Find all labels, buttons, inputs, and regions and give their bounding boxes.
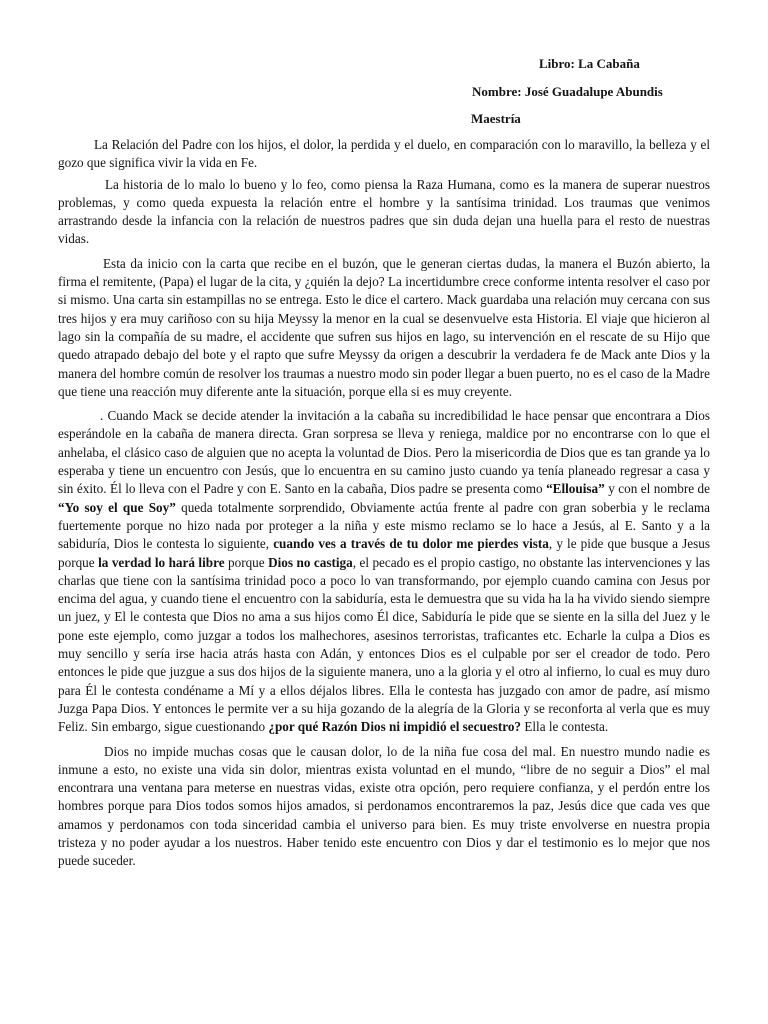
paragraph-intro: La Relación del Padre con los hijos, el dolor, la perdida y el duelo, en comparación con lo maravillo, la belleza y el gozo que significa vivir la vida en Fe. xyxy=(58,137,710,171)
paragraph-letter: Esta da inicio con la carta que recibe en el buzón, que le generan ciertas dudas, la manera el Buzón abierto, la firma el remitente, (Papa) el lugar de la cita, y ¿quién la dejo? La incertidumbre crece conforme intenta resolver el caso por si mismo. Una carta sin estampillas no se entrega. Esto le dice el cartero. Mack guardaba una relación muy cercana con sus tres hijos y era muy cariñoso con su hija Meyssy la menor en la cual se desenvuelve esta Historia. El viaje que hicieron al lago sin la compañía de su madre, el accidente que sufren sus hijos en lago, su intervención en el rescate de su Hijo que quedo atrapado debajo del bote y el rapto que sufre Meyssy da origen a descubrir la verdadera fe de Mack ante Dios y la manera del hombre común de resolver los traumas a nuestro modo sin poder llegar a buen puerto, no es el caso de la Madre que tiene una reacción muy diferente ante la situación, porque ella si es muy creyente. xyxy=(58,255,710,399)
paragraph-text-run: queda totalmente sorprendido, Obviamente actúa frente al padre con gran soberbia y le reclama fuertemente porque no hizo nada por proteger a la niña y este mismo reclamo se lo hace a Jesús, al E. Santo y a la sabiduría, Dios le contesta lo siguiente, xyxy=(58,499,710,552)
degree-line: Maestría xyxy=(471,111,521,126)
bold-name-ellouisa: “Ellouisa” xyxy=(546,481,605,497)
paragraph-text-run: . Cuando Mack se decide atender la invitación a la cabaña su incredibilidad le hace pensar que encontrara a Dios esperándole en la cabaña de manera directa. Gran sorpresa se lleva y reniega, maldice por no encontrarse con lo que el anhelaba, el clásico caso de alguien que no acepta la voluntad de Dios. Pero la misericordia de Dios que es tan grande ya lo esperaba y tiene un encuentro con Jesús, que lo encuentra en su camino justo cuando ya tenía planeado regresar a casa y sin éxito. Él lo lleva con el Padre y con E. Santo en la cabaña, Dios padre se presenta como xyxy=(58,408,710,497)
bold-quote-no-punish: Dios no castiga xyxy=(268,554,353,570)
paragraph-text-run: , el pecado es el propio castigo, no obstante las intervenciones y las charlas que tiene con la santísima trinidad poco a poco lo van transformando, por ejemplo cuando camina con Jesus por encima del agua, y cuando tiene el encuentro con la sabiduría, esta le demuestra que su vida ha la ha vivido siendo siempre un juez, y El le contesta que Dios no ama a sus hijos como Él dice, Sabiduría le pide que se siente en la silla del Juez y le pone este ejemplo, como juzgar a todos los malhechores, asesinos terroristas, traficantes etc. Echarle la culpa a Dios es muy sencillo y sería irse hacia atrás hasta con Adán, y entonces Dios es el culpable por ser el creador de todo. Pero entonces le pide que juzgue a sus dos hijos de la siguiente manera, uno a la gloria y el otro al infierno, lo cual es muy duro para Él le contesta condéname a Mí y a ellos déjalos libres. Ella le contesta has juzgado con amor de padre, así mismo Juzga Papa Dios. Y entonces le permite ver a su hija gozando de la alegría de la Gloria y se reconforta al verla que es muy Feliz. Sin embargo, sigue cuestionando xyxy=(58,554,710,735)
paragraph-cabin-encounter xyxy=(58,407,710,736)
paragraph-text-run: Ella le contesta. xyxy=(521,719,609,735)
paragraph-text-run: y con el nombre de xyxy=(604,481,710,497)
paragraph-human-view: La historia de lo malo lo bueno y lo feo, como piensa la Raza Humana, como es la manera de superar nuestros problemas, y como queda expuesta la relación entre el hombre y la santísima trinidad. Los traumas que venimos arrastrando desde la infancia con la relación de nuestros padres que sin duda dejan una huella para el resto de nuestras vidas. xyxy=(58,176,710,247)
bold-question-kidnapping: ¿por qué Razón Dios ni impidió el secuestro? xyxy=(268,719,522,735)
paragraph-conclusion: Dios no impide muchas cosas que le causan dolor, lo de la niña fue cosa del mal. En nuestro mundo nadie es inmune a esto, no existe una vida sin dolor, mientras exista voluntad en el mundo, “libre de no seguir a Dios” el mal encontrara una ventana para meterse en nuestras vidas, existe otra opción, pero requiere confianza, y el perdón entre los hombres porque para Dios todos somos hijos amados, si perdonamos encontraremos la paz, Jesús dice que cada ves que amamos y perdonamos con toda sinceridad cambia el universo para bien. Es muy triste envolverse en nuestra propia tristeza y no poder ayudar a los nuestros. Haber tenido este encuentro con Dios y dar el testimonio es lo mejor que nos puede suceder. xyxy=(58,743,710,869)
bold-quote-pain: cuando ves a través de tu dolor me pierdes vista xyxy=(273,536,549,552)
paragraph-text-run: porque xyxy=(224,554,269,570)
bold-name-yo-soy: “Yo soy el que Soy” xyxy=(58,499,176,515)
essay-body xyxy=(58,136,710,877)
bold-quote-truth: la verdad lo hará libre xyxy=(98,554,225,570)
paragraph-text-run: , y le pide que busque a Jesus porque xyxy=(58,536,710,570)
book-title-line: Libro: La Cabaña xyxy=(539,56,640,71)
author-name-line: Nombre: José Guadalupe Abundis xyxy=(472,84,663,99)
